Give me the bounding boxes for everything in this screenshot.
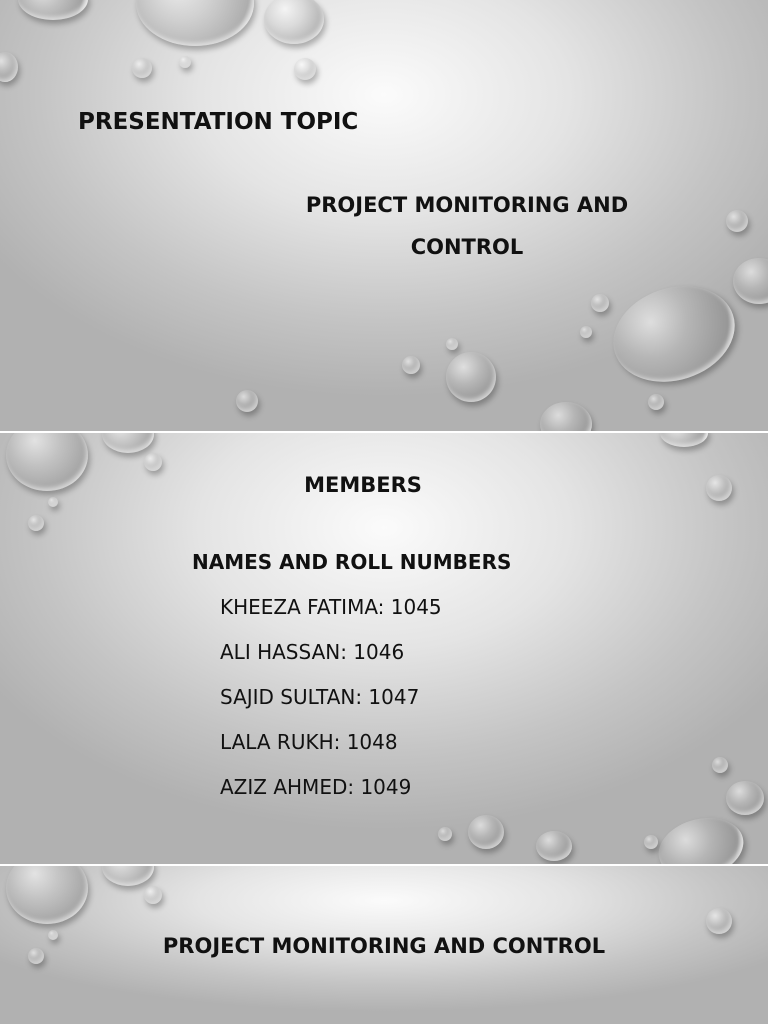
members-subheading: NAMES AND ROLL NUMBERS: [192, 550, 512, 574]
water-drop-decoration: [536, 831, 572, 861]
water-drop-decoration: [446, 352, 496, 402]
member-item: SAJID SULTAN: 1047: [220, 685, 420, 709]
water-drop-decoration: [6, 866, 88, 924]
water-drop-decoration: [438, 827, 452, 841]
water-drop-decoration: [102, 866, 154, 886]
water-drop-decoration: [264, 0, 324, 44]
slide-heading: PRESENTATION TOPIC: [78, 109, 359, 135]
slide-heading: PROJECT MONITORING AND CONTROL: [162, 934, 606, 958]
water-drop-decoration: [644, 835, 658, 849]
slide-members: [0, 433, 768, 864]
water-drop-decoration: [601, 271, 747, 397]
water-drop-decoration: [660, 433, 708, 447]
water-drop-decoration: [591, 294, 609, 312]
water-drop-decoration: [18, 0, 88, 20]
water-drop-decoration: [132, 58, 152, 78]
water-drop-decoration: [294, 58, 316, 80]
member-item: AZIZ AHMED: 1049: [220, 775, 412, 799]
water-drop-decoration: [136, 0, 254, 46]
member-item: ALI HASSAN: 1046: [220, 640, 405, 664]
topic-title-line-1: PROJECT MONITORING AND: [305, 193, 629, 217]
water-drop-decoration: [446, 338, 458, 350]
slide-title: [0, 0, 768, 431]
slide-heading: MEMBERS: [304, 473, 422, 497]
water-drop-decoration: [726, 781, 764, 815]
topic-title-line-2: CONTROL: [410, 235, 524, 259]
member-item: LALA RUKH: 1048: [220, 730, 398, 754]
water-drop-decoration: [706, 908, 732, 934]
water-drop-decoration: [402, 356, 420, 374]
water-drop-decoration: [652, 809, 749, 864]
water-drop-decoration: [580, 326, 592, 338]
water-drop-decoration: [0, 52, 18, 82]
water-drop-decoration: [712, 757, 728, 773]
water-drop-decoration: [144, 886, 162, 904]
water-drop-decoration: [726, 210, 748, 232]
water-drop-decoration: [733, 258, 768, 304]
water-drop-decoration: [144, 453, 162, 471]
slide-project-overview: [0, 866, 768, 1024]
water-drop-decoration: [648, 394, 664, 410]
water-drop-decoration: [236, 390, 258, 412]
water-drop-decoration: [540, 402, 592, 431]
water-drop-decoration: [468, 815, 504, 849]
water-drop-decoration: [48, 497, 58, 507]
water-drop-decoration: [28, 515, 44, 531]
water-drop-decoration: [179, 56, 191, 68]
water-drop-decoration: [102, 433, 154, 453]
member-item: KHEEZA FATIMA: 1045: [220, 595, 442, 619]
